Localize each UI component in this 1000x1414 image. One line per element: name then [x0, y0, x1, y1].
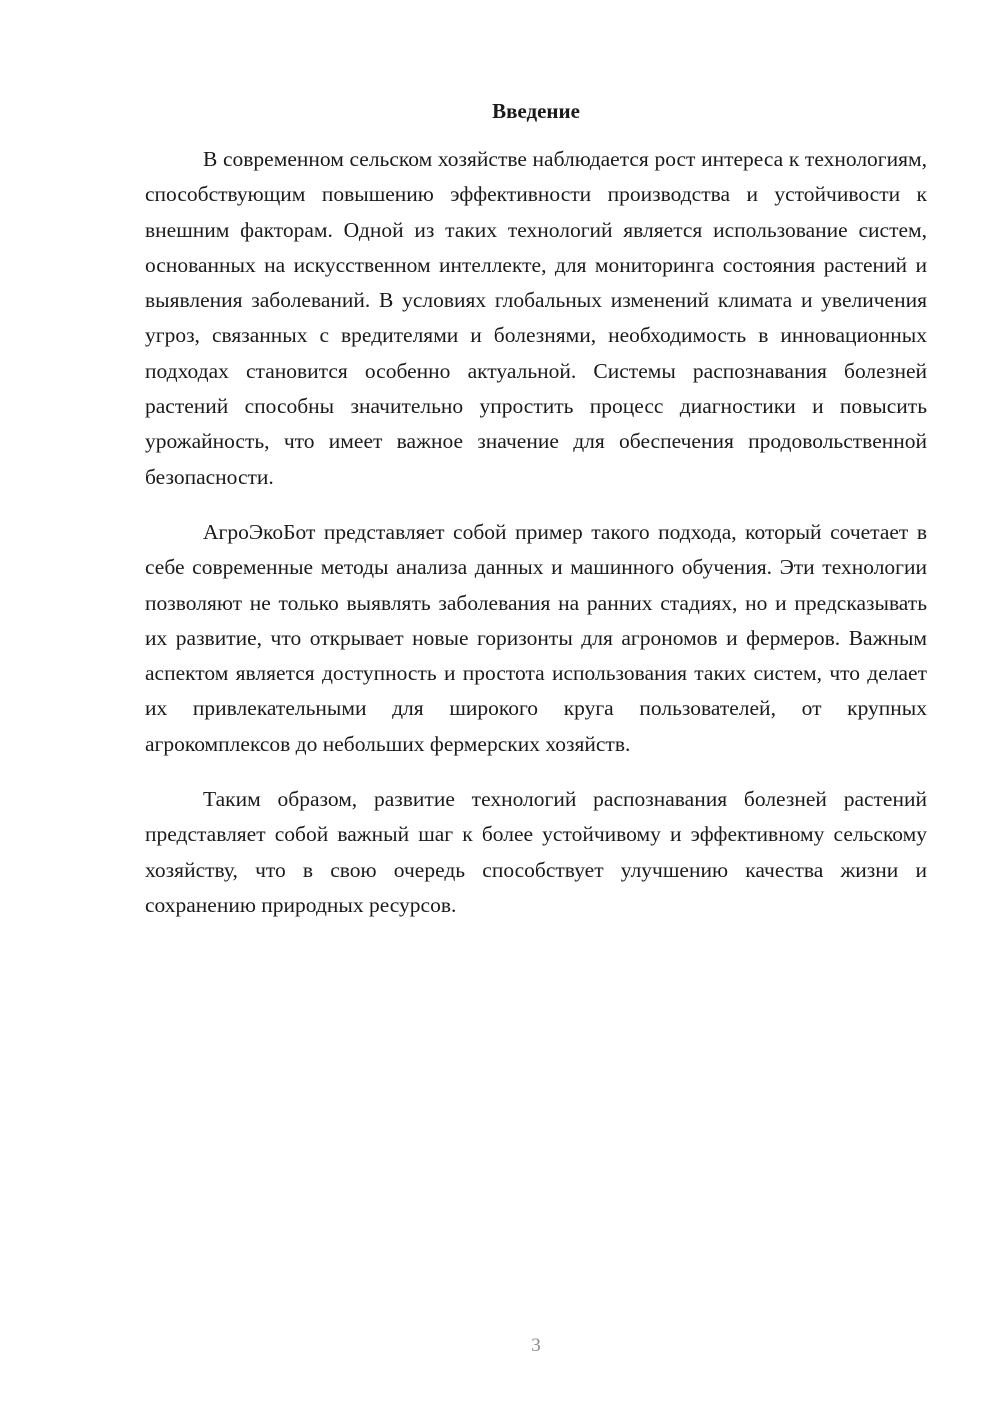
- paragraph-conclusion: Таким образом, развитие технологий распознавания болезней растений представляет собой важный шаг к более устойчивому и эффективному сельскому хозяйству, что в свою очередь способствует улучшению качества жизни и сохранению природных ресурсов.: [145, 787, 927, 917]
- section-heading: Введение: [492, 99, 580, 123]
- paragraph-intro: В современном сельском хозяйстве наблюдается рост интереса к технологиям, способствующим повышению эффективности производства и устойчивости к внешним факторам. Одной из таких технологий является использование систем, основанных на искусственном интеллекте, для мониторинга состояния растений и выявления заболеваний. В условиях глобальных изменений климата и увеличения угроз, связанных с вредителями и болезнями, необходимость в инновационных подходах становится особенно актуальной. Системы распознавания болезней растений способны значительно упростить процесс диагностики и повысить урожайность, что имеет важное значение для обеспечения продовольственной безопасности.: [145, 147, 927, 489]
- body-text: [145, 142, 927, 943]
- paragraph-agroecobot: АгроЭкоБот представляет собой пример такого подхода, который сочетает в себе современные методы анализа данных и машинного обучения. Эти технологии позволяют не только выявлять заболевания на ранних стадиях, но и предсказывать их развитие, что открывает новые горизонты для агрономов и фермеров. Важным аспектом является доступность и простота использования таких систем, что делает их привлекательными для широкого круга пользователей, от крупных агрокомплексов до небольших фермерских хозяйств.: [145, 519, 927, 756]
- page-number: 3: [531, 1335, 541, 1356]
